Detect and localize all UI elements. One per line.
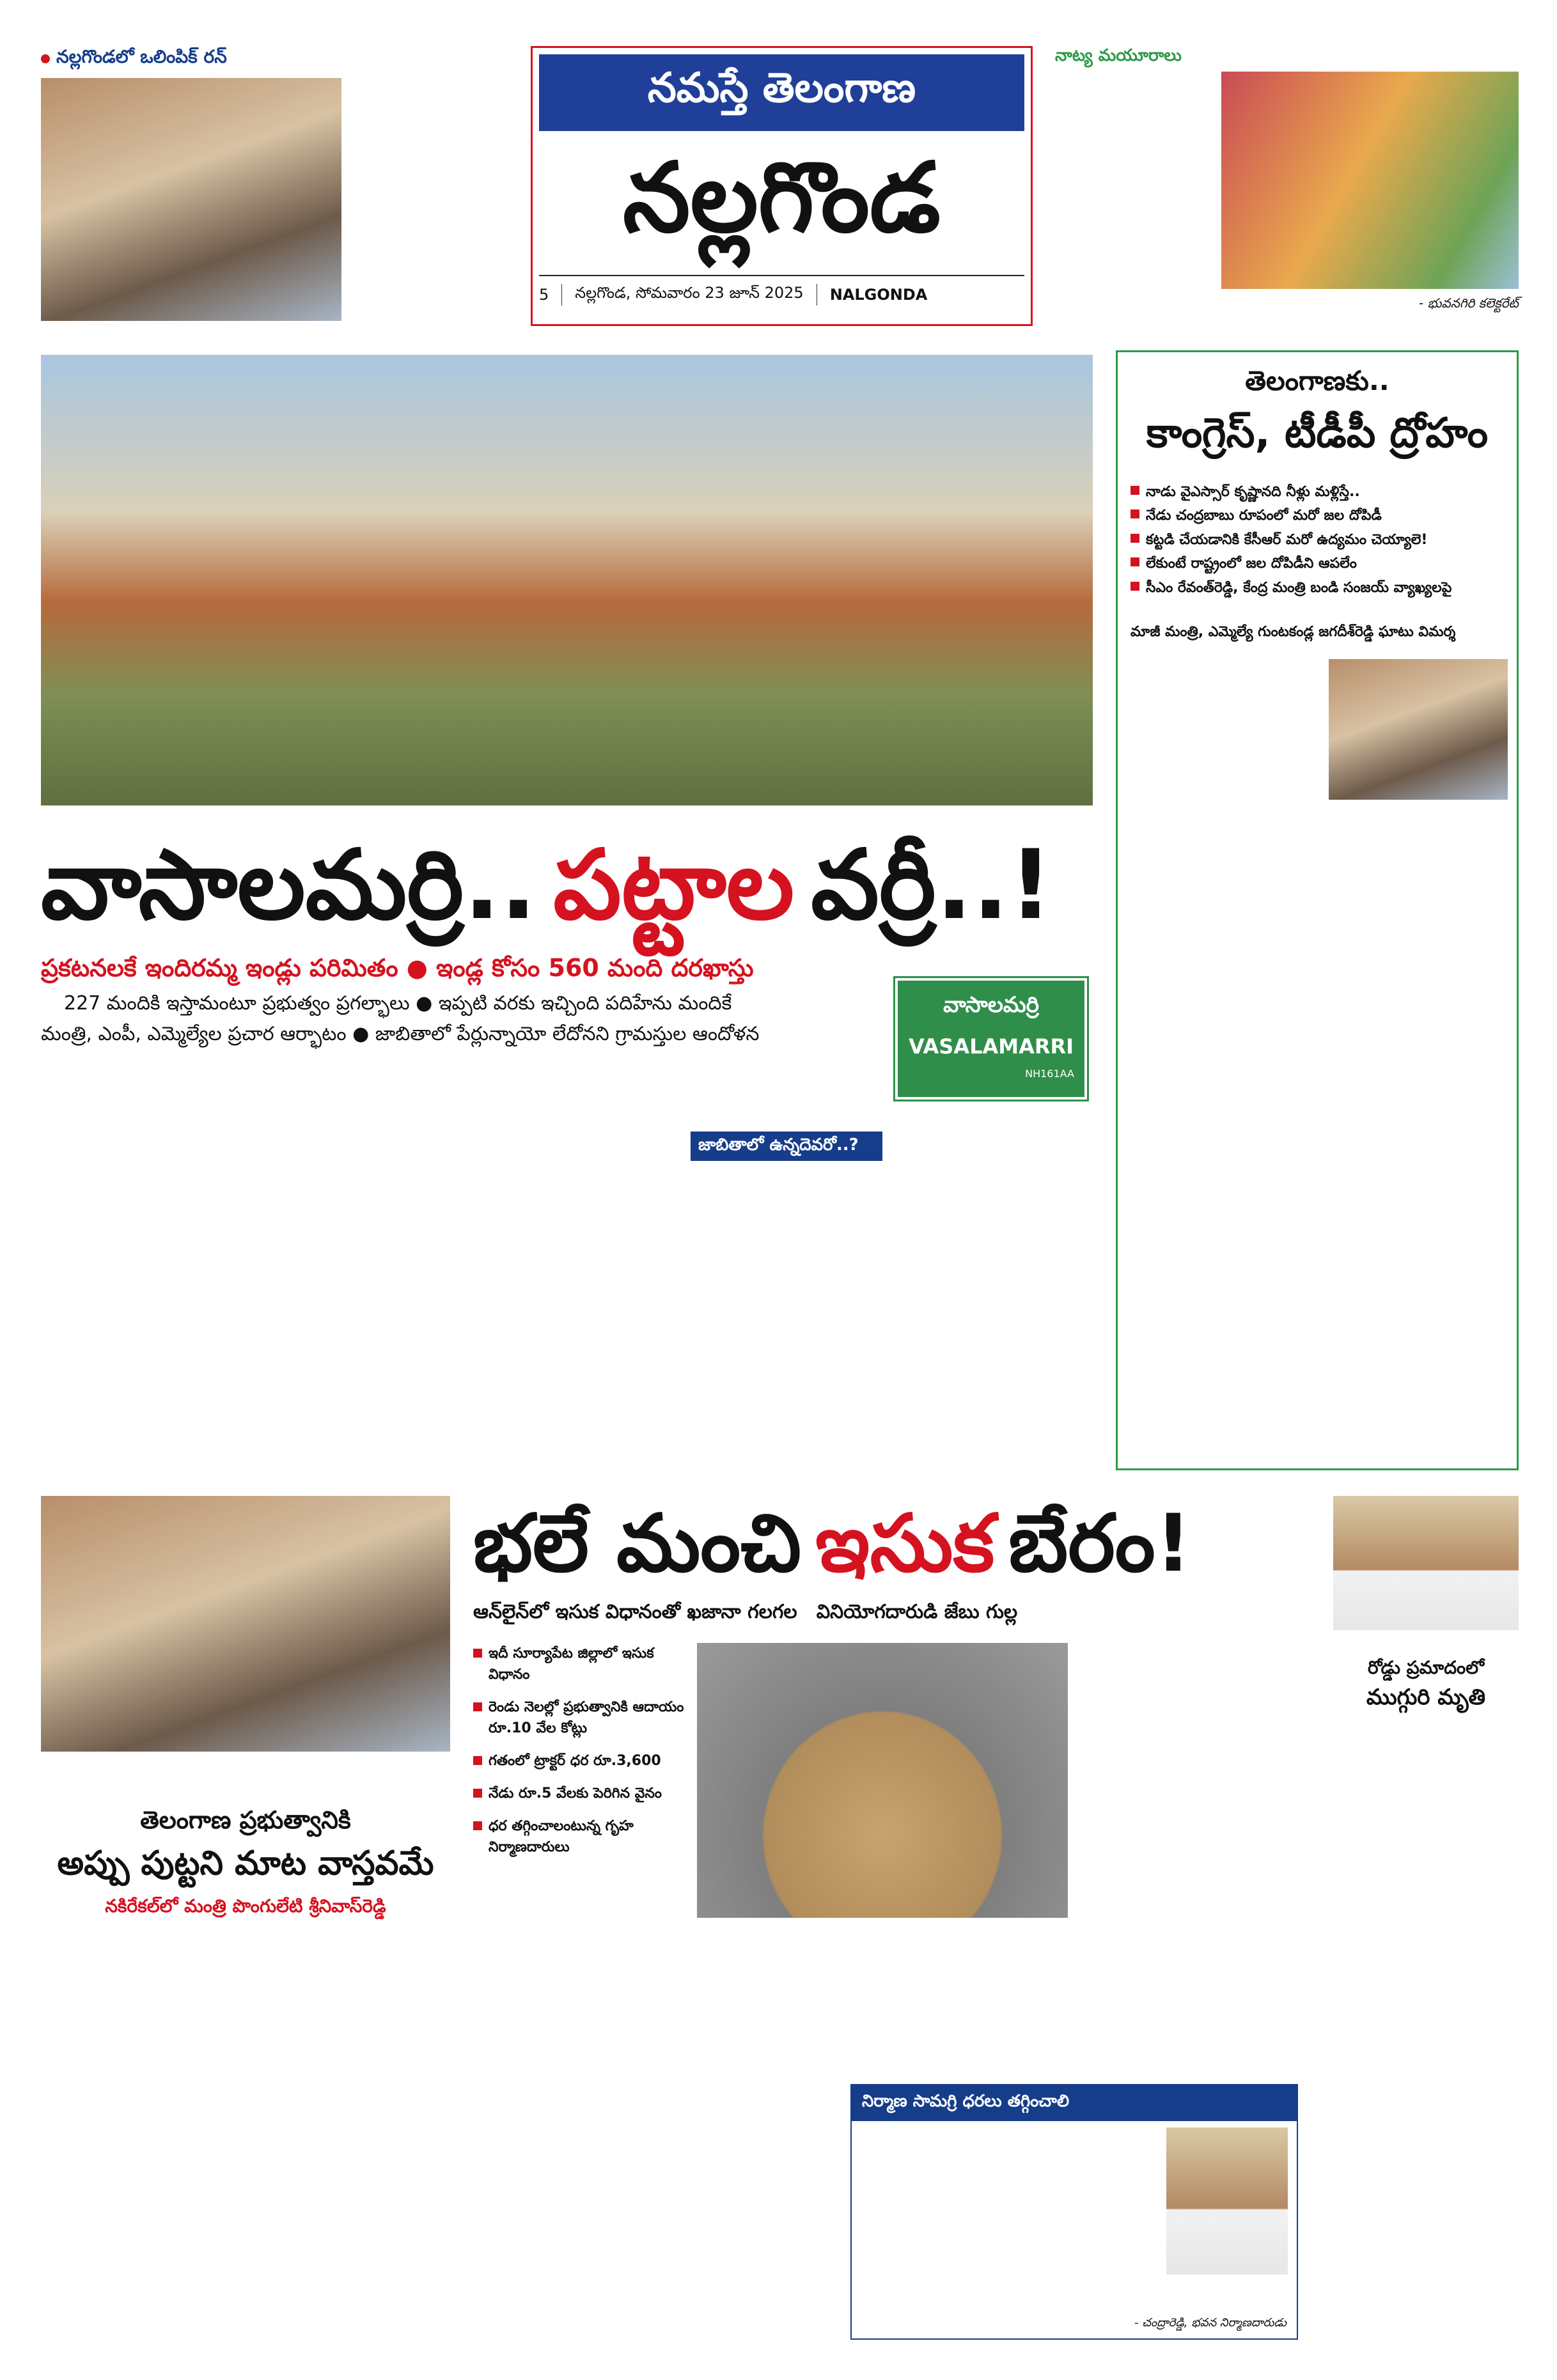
signboard-code: NH161AA [1025,1068,1074,1080]
right-body [1131,813,1508,1458]
sand-heap-photo [697,1643,1068,1918]
village-aerial-photo [41,355,1093,805]
page-number: 5 [539,286,549,304]
bottom-left-body [41,1931,450,2340]
sand-point: నేడు రూ.5 వేలకు పెరిగిన వైనం [473,1783,684,1804]
signboard-english: VASALAMARRI [908,1034,1074,1059]
lead-headline [41,825,1093,946]
lead-box-title: జాబితాలో ఉన్నదెవరో..? [691,1132,882,1161]
masthead-banner [539,54,1024,131]
lead-headline-part3: వర్రీ..! [811,830,1053,941]
sand-headline-part3: బేరం! [1008,1498,1192,1590]
right-kicker: తెలంగాణకు.. [1245,365,1389,396]
top-right-title: నాట్య మయూరాలు [1055,46,1182,65]
accident-headline: ముగ్గురి మృతి [1366,1684,1486,1710]
bottom-left-subheadline: నకిరేకల్‌లో మంత్రి పొంగులేటి శ్రీనివాస్‌రెడ్డి [105,1895,386,1917]
lead-intro [64,1061,671,1189]
sand-point: రెండు నెలల్లో ప్రభుత్వానికి ఆదాయం రూ.10 వేల కోట్లు [473,1697,684,1739]
bottom-left-headline: అప్పు పుట్టని మాట వాస్తవమే [57,1844,434,1883]
signboard-telugu: వాసాలమర్రి [943,992,1039,1018]
sand-point: ధర తగ్గించాలంటున్న గృహ నిర్మాణదారులు [473,1816,684,1858]
right-story-photo [1329,659,1508,800]
sand-headline-part1: భలే మంచి [473,1498,802,1590]
victims-photo [1333,1496,1519,1630]
top-left-story [41,46,501,327]
accident-body [1333,1723,1519,2340]
lead-body [41,1195,1093,1496]
dateline-bar [539,275,1024,313]
brand-name: నమస్తే తెలంగాణ [647,64,916,112]
bullet-icon [473,1756,482,1765]
top-right-body [1055,78,1209,289]
accident-kicker: రోడ్డు ప్రమాదంలో [1367,1657,1485,1678]
bullet-icon [473,1702,482,1711]
right-extra-line: మాజీ మంత్రి, ఎమ్మెల్యే గుంటకండ్ల జగదీశ్‌రెడ్డి ఘాటు విమర్శ [1131,624,1456,640]
right-point: లేకుంటే రాష్ట్రంలో జల దోపిడీని ఆపలేం [1131,552,1508,575]
right-point: నేడు చంద్రబాబు రూపంలో మరో జల దోపిడీ [1131,504,1508,527]
village-signboard [895,978,1087,1100]
sand-box-credit: - చంద్రారెడ్డి, భవన నిర్మాణదారుడు [1134,2316,1287,2329]
sand-points [473,1643,684,1924]
bottom-left-kicker: తెలంగాణ ప్రభుత్వానికి [140,1806,351,1834]
sand-tags [473,1598,1304,1630]
edition-name: నల్లగొండ [623,143,941,254]
sand-box [850,2084,1298,2340]
torch-run-photo [41,78,341,321]
accident-photo-caption [1333,1634,1519,1653]
masthead [531,46,1033,326]
builder-portrait [1166,2127,1288,2275]
bullet-icon [1131,509,1139,518]
lead-headline-part1: వాసాలమర్రి.. [41,830,537,941]
bullet-icon [1131,534,1139,543]
dancers-photo [1221,72,1519,289]
edition-english: NALGONDA [829,286,928,304]
accident-story [1333,1496,1519,2346]
bullet-icon [473,1649,482,1658]
top-right-credit: - భువనగిరి కలెక్టరేట్ [1419,295,1519,311]
right-point: సీఎం రేవంత్‌రెడ్డి, కేంద్ర మంత్రి బండి సంజయ్ వ్యాఖ్యలపై [1131,576,1508,600]
sand-headline [473,1496,1304,1592]
sand-point: ఇదీ సూర్యాపేట జిల్లాలో ఇసుక విధానం [473,1643,684,1685]
housing-event-photo [41,1496,450,1752]
bullet-icon [1131,557,1139,566]
top-left-body [351,46,501,321]
right-headline: కాంగ్రెస్, టీడీపీ ద్రోహం [1146,410,1489,457]
bullet-icon [473,1821,482,1830]
sand-tag-2: వినియోగదారుడి జేబు గుల్ల [816,1601,1018,1623]
sand-point: గతంలో ట్రాక్టర్ ధర రూ.3,600 [473,1750,684,1771]
right-point: నాడు వైఎస్సార్ కృష్ణానది నీళ్లు మళ్లిస్తే.. [1131,480,1508,504]
bottom-left-story [41,1496,450,2346]
bullet-icon [41,54,50,63]
lead-subline-1: 227 మందికి ఇస్తామంటూ ప్రభుత్వం ప్రగల్భాలు ● ఇప్పటి వరకు ఇచ్చింది పదిహేను మందికే [64,992,732,1015]
bullet-icon [1131,486,1139,495]
top-left-title: నల్లగొండలో ఒలింపిక్ రన్ [56,46,227,67]
right-point: కట్టడి చేయడానికి కేసీఆర్ మరో ఉద్యమం చెయ్యాలె! [1131,528,1508,552]
top-right-story [1055,46,1519,327]
bullet-icon [1131,582,1139,591]
sand-headline-part2: ఇసుక [815,1498,995,1590]
lead-headline-part2: పట్టాల [553,830,795,941]
bottom-left-photo-caption [41,1758,450,1796]
sand-tag-1: ఆన్‌లైన్‌లో ఇసుక విధానంతో ఖజానా గలగల [473,1601,797,1623]
bullet-icon [473,1789,482,1798]
sand-box-title: నిర్మాణ సామగ్రి ధరలు తగ్గించాలి [852,2085,1297,2121]
lead-subline-2: మంత్రి, ఎంపీ, ఎమ్మెల్యేల ప్రచార ఆర్భాటం ● జాబితాలో పేర్లున్నాయో లేదోనని గ్రామస్తుల ఆందోళన [41,1023,760,1045]
dateline: నల్లగొండ, సోమవారం 23 జూన్ 2025 [575,284,804,302]
right-points [1131,480,1508,621]
lead-subheadline: ప్రకటనలకే ఇందిరమ్మ ఇండ్లు పరిమితం ● ఇండ్ల కోసం 560 మంది దరఖాస్తు [41,954,754,982]
right-column-story [1116,350,1519,1470]
